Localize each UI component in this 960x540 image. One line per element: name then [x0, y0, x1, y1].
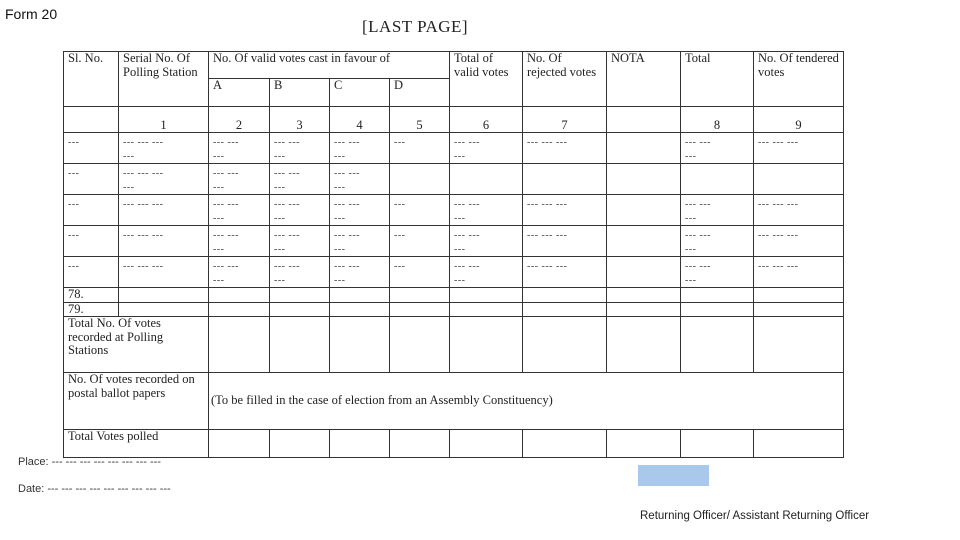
table-cell: --- --- ---: [754, 195, 844, 226]
table-cell: --- --- ---: [270, 164, 330, 195]
table-cell: --- --- ---: [681, 257, 754, 288]
table-cell: [607, 257, 681, 288]
header-total: Total: [681, 52, 754, 107]
signature-stamp-box: [638, 465, 709, 486]
table-cell: --- --- ---: [450, 226, 523, 257]
column-number-cell: 1: [119, 107, 209, 133]
table-cell: --- --- ---: [119, 226, 209, 257]
table-cell: --- --- ---: [330, 195, 390, 226]
table-cell: --- --- --- ---: [119, 164, 209, 195]
table-row: [64, 226, 844, 257]
table-cell: [607, 195, 681, 226]
table-cell: --- --- ---: [270, 226, 330, 257]
column-number-cell: 2: [209, 107, 270, 133]
table-cell: --- --- ---: [330, 226, 390, 257]
row-number: 79.: [64, 302, 119, 317]
postal-ballot-row: [64, 373, 844, 430]
place-line: Place: --- --- --- --- --- --- --- ---: [18, 456, 161, 468]
table-cell: [607, 226, 681, 257]
total-polled-label: Total Votes polled: [64, 430, 209, 458]
table-cell: [523, 164, 607, 195]
table-cell: ---: [390, 257, 450, 288]
results-table: [63, 51, 844, 458]
postal-ballot-note: (To be filled in the case of election from an Assembly Constituency): [209, 373, 844, 430]
table-cell: ---: [64, 195, 119, 226]
header-total-valid-votes: Total of valid votes: [450, 52, 523, 107]
column-number-cell: 6: [450, 107, 523, 133]
header-sl-no: Sl. No.: [64, 52, 119, 107]
table-row: [64, 133, 844, 164]
table-row: [64, 302, 844, 317]
form-label: Form 20: [5, 6, 58, 22]
total-recorded-row: [64, 317, 844, 373]
table-cell: --- --- ---: [754, 133, 844, 164]
table-cell: --- --- ---: [523, 257, 607, 288]
table-cell: ---: [64, 133, 119, 164]
table-cell: ---: [64, 257, 119, 288]
column-number-cell: 9: [754, 107, 844, 133]
table-cell: --- --- ---: [523, 226, 607, 257]
postal-ballot-label: No. Of votes recorded on postal ballot papers: [64, 373, 209, 430]
column-number-cell: 3: [270, 107, 330, 133]
header-nota: NOTA: [607, 52, 681, 107]
table-cell: --- --- ---: [330, 133, 390, 164]
column-number-cell: 5: [390, 107, 450, 133]
column-number-cell: 4: [330, 107, 390, 133]
table-row: [64, 195, 844, 226]
table-cell: --- --- ---: [450, 257, 523, 288]
total-recorded-label: Total No. Of votes recorded at Polling Stations: [64, 317, 209, 373]
date-line: Date: --- --- --- --- --- --- --- --- ---: [18, 483, 171, 495]
table-cell: [450, 164, 523, 195]
column-number-cell: 8: [681, 107, 754, 133]
table-cell: ---: [390, 226, 450, 257]
table-cell: --- --- ---: [209, 257, 270, 288]
table-cell: --- --- ---: [450, 195, 523, 226]
table-row: [64, 164, 844, 195]
table-cell: [607, 164, 681, 195]
table-cell: [681, 164, 754, 195]
table-cell: ---: [64, 164, 119, 195]
row-number: 78.: [64, 288, 119, 303]
table-cell: --- --- ---: [681, 195, 754, 226]
table-row: [64, 288, 844, 303]
signatory-label: Returning Officer/ Assistant Returning Officer: [640, 510, 870, 522]
header-candidate-d: D: [390, 79, 450, 107]
dot-rows: [64, 133, 844, 288]
page-title: [LAST PAGE]: [362, 17, 469, 36]
table-cell: [607, 133, 681, 164]
table-cell: --- --- ---: [330, 164, 390, 195]
table-cell: ---: [390, 195, 450, 226]
table-cell: --- --- ---: [270, 195, 330, 226]
table-cell: --- --- ---: [754, 226, 844, 257]
column-number-row: [64, 107, 844, 133]
header-serial-no-polling-station: Serial No. Of Polling Station: [119, 52, 209, 107]
column-number-cell: 7: [523, 107, 607, 133]
table-cell: ---: [64, 226, 119, 257]
table-cell: --- --- ---: [681, 133, 754, 164]
table-cell: --- --- ---: [330, 257, 390, 288]
header-candidate-c: C: [330, 79, 390, 107]
table-cell: [754, 164, 844, 195]
table-cell: --- --- ---: [681, 226, 754, 257]
header-tendered-votes: No. Of tendered votes: [754, 52, 844, 107]
header-valid-votes-group: No. Of valid votes cast in favour of: [209, 52, 450, 79]
table-cell: --- --- ---: [270, 133, 330, 164]
table-cell: --- --- ---: [119, 195, 209, 226]
table-cell: --- --- ---: [450, 133, 523, 164]
table-cell: --- --- --- ---: [119, 133, 209, 164]
table-cell: --- --- ---: [270, 257, 330, 288]
table-cell: --- --- ---: [209, 195, 270, 226]
table-cell: --- --- ---: [523, 133, 607, 164]
column-number-cell: [64, 107, 119, 133]
table-cell: --- --- ---: [209, 133, 270, 164]
header-rejected-votes: No. Of rejected votes: [523, 52, 607, 107]
table-cell: --- --- ---: [523, 195, 607, 226]
table-row: [64, 257, 844, 288]
table-cell: --- --- ---: [209, 226, 270, 257]
table-cell: ---: [390, 133, 450, 164]
table-cell: --- --- ---: [754, 257, 844, 288]
header-candidate-b: B: [270, 79, 330, 107]
table-cell: [390, 164, 450, 195]
total-polled-row: [64, 430, 844, 458]
header-candidate-a: A: [209, 79, 270, 107]
table-cell: --- --- ---: [119, 257, 209, 288]
column-number-cell: [607, 107, 681, 133]
table-cell: --- --- ---: [209, 164, 270, 195]
